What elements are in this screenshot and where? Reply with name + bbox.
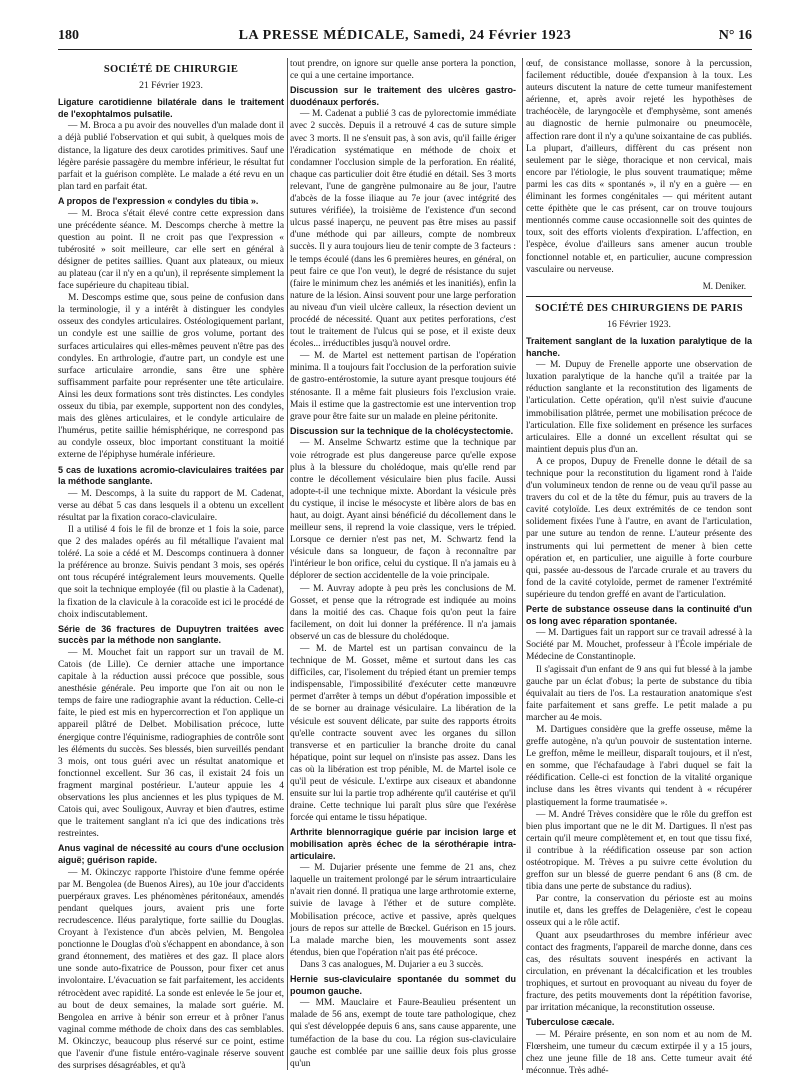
- article-body: — MM. Mauclaire et Faure-Beaulieu présentent un malade de 56 ans, exempt de toute tare pathologique, chez qui s'est développée depuis 6 ans, sans cause apparente, une tuméfaction de la base du cou. La région sus-claviculaire gauche est comblée par une saillie deux fois plus grosse qu'un: [290, 998, 516, 1069]
- article-body: — M. Okinczyc rapporte l'histoire d'une femme opérée par M. Bengolea (de Buenos Aires), au 10e jour d'accidents puerpéraux graves. Les phénomènes péritonéaux, amendés pendant quelques jours, avaient pris une forte recrudescence. Iléus paralytique, forte saillie du Douglas. Croyant à l'existence d'un abcès pelvien, M. Bengolea ponctionne le Douglas d'où s'échappent en abondance, à son grand étonnement, des matières et des gaz. Il place alors une sonde auto-fixatrice de Pousson, pour fixer cet anus involontaire. L'évacuation se fait parfaitement, les accidents rétrocèdent avec rapidité. La sonde est enlevée le 5e jour et, au bout de deux semaines, la malade sort guérie. M. Bengolea en arrive à bénir son erreur et à prôner l'anus vaginal comme méthode de choix dans des cas semblables. M. Okinczyc, beaucoup plus réservé sur ce point, estime que l'avenir d'une fistule entéro-vaginale réserve souvent des surprises désagréables, et qu'à: [58, 867, 284, 1072]
- section-title: SOCIÉTÉ DES CHIRURGIENS DE PARIS: [535, 302, 743, 314]
- article-body: — M. Dartigues fait un rapport sur ce travail adressé à la Société par M. Mouchet, professeur à l'École impériale de Médecine de Constantinople.: [526, 628, 752, 663]
- section-title: SOCIÉTÉ DE CHIRURGIE: [103, 64, 239, 75]
- article-paragraph: Il s'agissait d'un enfant de 9 ans qui fut blessé à la jambe gauche par un éclat d'obus; la perte de substance du tibia équivalait au tiers de l'os. La restauration anatomique s'est faite parfaitement et sans greffe. Le petit malade a pu marcher au 4e mois.: [526, 664, 752, 723]
- column-3: [526, 58, 752, 1077]
- article-paragraph: A ce propos, Dupuy de Frenelle donne le détail de sa technique pour la reconstitution du ligament rond à l'aide d'un volumineux tendon de renne ou de veau qu'il passe au travers du col et de la tête du fémur, puis au travers de la cavité cotyloïde. Les deux extrémités de ce tendon sont solidement fixées l'une à l'autre, en avant de l'articulation, par une suture au tendon de renne. L'auteur présente des instruments qui lui permettent de mener à bien cette opération et, en particulier, une aiguille à forte courbure qui, passée au-dessous de l'arcade crurale et au travers du fond de la cavité cotyloïde, permet de ramener l'extrémité supérieure du tendon greffé en avant de l'articulation.: [526, 456, 752, 600]
- article-paragraph: Par contre, la conservation du périoste est au moins inutile et, dans les greffes de Delagenière, c'est le copeau osseux qui a le rôle actif.: [526, 894, 752, 929]
- article-title: 5 cas de luxations acromio-claviculaires traitées par la méthode sanglante.: [58, 464, 284, 487]
- article-body: — M. Descomps, à la suite du rapport de M. Cadenat, verse au débat 5 cas dans lesquels il a obtenu un excellent résultat par la fixation coraco-claviculaire.: [58, 488, 284, 523]
- masthead: LA PRESSE MÉDICALE, Samedi, 24 Février 1923: [238, 28, 572, 43]
- page-number: 180: [58, 28, 79, 43]
- section-date: 21 Février 1923.: [139, 80, 203, 92]
- article-paragraph: M. Descomps estime que, sous peine de confusion dans la terminologie, il y a intérêt à distinguer les condyles osseux des condyles articulaires. Ostéologiquement parlant, un condyle est une saillie de gros volume, portant des surfaces articulaires qui elles-mêmes peuvent n'être pas des condyles. En arthrologie, d'autre part, un condyle est une surface articulaire arrondie, sans être une sphère suffisamment parfaite pour représenter une tête articulaire. Ainsi les deux formations sont très distinctes. Les condyles osseux du tibia, par exemple, supportent non des condyles, mais des glènes articulaires, et le condyle articulaire de l'humérus, petite saillie hémisphérique, ne correspond pas au condyle osseux, bloc important constituant la moitié externe de l'épiphyse humérale inférieure.: [58, 293, 284, 461]
- article-body: — M. Péraire présente, en son nom et au nom de M. Flœrsheim, une tumeur du cæcum extirpée il y a 15 jours, chez une jeune fille de 18 ans. Cette tumeur avait été méconnue. Très adhé-: [526, 1029, 752, 1077]
- article-paragraph: — M. Auvray adopte à peu près les conclusions de M. Gosset, et pense que la rétrograde est indiquée au moins dans la moitié des cas. Chaque fois qu'on peut la faire facilement, on doit lui donner la préférence. Il n'a jamais observé un cas de blessure du cholédoque.: [290, 583, 516, 642]
- article-title: Anus vaginal de nécessité au cours d'une occlusion aiguë; guérison rapide.: [58, 843, 284, 865]
- article-title: Discussion sur la technique de la cholécystectomie.: [290, 425, 514, 436]
- section-divider: [526, 296, 752, 297]
- continued-text: tout prendre, on ignore sur quelle anse portera la ponction, ce qui a une certaine importance.: [290, 59, 516, 82]
- author-signature: M. Deniker.: [702, 280, 746, 291]
- article-title: Discussion sur le traitement des ulcères gastro-duodénaux perforés.: [290, 85, 516, 107]
- article-body: — M. Dujarier présente une femme de 21 ans, chez laquelle un traitement prolongé par le sérum intraarticulaire n'avait rien donné. Il pratiqua une large arthrotomie externe, suivie de lavage à l'éther et de suture complète. Mobilisation précoce, active et passive, après quelques jours de repos sur attelle de Bœckel. Guérison en 15 jours. La malade marche bien, les mouvements sont assez étendus, bien que l'opération n'ait pas été précoce.: [290, 863, 516, 958]
- section-date: 16 Février 1923.: [607, 318, 671, 330]
- article-body: — M. Anselme Schwartz estime que la technique par voie rétrograde est plus dangereuse parce qu'elle expose plus à la blessure du cholédoque, mais qu'elle rend par contre le décollement vésiculaire bien plus facile. Aussi adopte-t-il une technique mixte. Abordant la vésicule près du cystique, il incise le mésocyste et libère alors de bas en haut, au doigt. Ayant ainsi bénéficié du décollement dans le meilleur sens, il reprend la voie classique, vers le trépied. Lorsque ce dernier n'est pas net, M. Schwartz fend la vésicule dans sa longueur, de façon à reconnaître par l'intérieur le bon orifice, celui du cystique. Il n'a jamais eu à déplorer de section accidentelle de la voie principale.: [290, 438, 516, 582]
- article-title: Hernie sus-claviculaire spontanée du sommet du poumon gauche.: [290, 974, 516, 996]
- article-body: — M. Mouchet fait un rapport sur un travail de M. Catois (de Lille). Ce dernier attache une importance capitale à la réduction aussi précoce que possible, sous anesthésie générale. Peu importe que l'on ait ou non le temps de faire une radiographie avant la réduction. Celle-ci faite, le pied est mis en hypercorrection et l'on applique un appareil plâtré de Delbet. Mobilisation précoce, lutte énergique contre l'équinisme, radiographies de contrôle sont les éléments du succès. Ses blessés, bien surveillés pendant 3 mois, ont tous guéri avec un résultat anatomique et fonctionnel excellent. Sur 36 cas, il existait 24 fois un fragment marginal postérieur. L'auteur appuie les 4 observations les plus anciennes et les plus typiques de M. Catois qui, avec Souligoux, Auvray et bien d'autres, estime que le traitement sanglant n'a ici que des indications très restreintes.: [58, 647, 284, 840]
- page-header: [58, 28, 752, 50]
- article-paragraph: Il a utilisé 4 fois le fil de bronze et 1 fois la soie, parce que 2 des malades opérés au fil métallique l'avaient mal toléré. La soie a cédé et M. Descomps continuera à donner la préférence au bronze. Suivis pendant 3 mois, ses opérés ont tous récupéré intégralement leurs mouvements. Quelle que soit la technique employée (fil ou plastie à la Cadenat), la fixation de la clavicule à la coracoïde est ici le procédé de choix indiscutablement.: [58, 524, 284, 620]
- article-title: Série de 36 fractures de Dupuytren traitées avec succès par la méthode non sanglante.: [58, 623, 284, 646]
- article-body: — M. Dupuy de Frenelle apporte une observation de luxation paralytique de la hanche qu'il a traitée par la réduction sanglante et la reconstitution des ligaments de l'articulation. Cette opération, qu'il n'est suivie d'aucune immobilisation plâtrée, permet une mobilisation précoce de l'articulation. Elle fixe solidement en présence les surfaces articulaires. Elle a donné un excellent résultat qui se maintient depuis plus d'un an.: [526, 360, 752, 455]
- article-title: Traitement sanglant de la luxation paralytique de la hanche.: [526, 335, 752, 358]
- article-title: Ligature carotidienne bilatérale dans le traitement de l'exophtalmos pulsatile.: [58, 97, 284, 119]
- issue-number: N° 16: [718, 28, 752, 43]
- article-title: Arthrite blennorragique guérie par incision large et mobilisation après échec de la sérothérapie intra-articulaire.: [290, 827, 516, 861]
- column-2: [290, 58, 516, 1070]
- article-paragraph: Dans 3 cas analogues, M. Dujarier a eu 3 succès.: [300, 959, 484, 970]
- article-paragraph: — M. de Martel est un partisan convaincu de la technique de M. Gosset, même et surtout dans les cas difficiles, car, l'isolement du trépied étant un premier temps indispensable, l'impossibilité d'exécuter cette manœuvre permet d'arrêter à temps un début d'opération impossible et de se borner au drainage vésiculaire. La libération de la vésicule est souvent délicate, par suite des rapports étroits qu'elle contracte souvent avec les organes du sillon transverse et en particulier la branche droite du canal hépatique, point sur lequel on n'insiste pas assez. Dans les cas où la libération est trop pénible, M. de Martel isole ce qu'il peut de vésicule. L'extirpe aux ciseaux et abandonne ensuite sur lui la partie trop adhérente qu'il cautérise et qu'il draine. Cette technique lui paraît plus sûre que l'exérèse forcée qui entame le tissu hépatique.: [290, 644, 516, 824]
- article-paragraph: — M. André Trèves considère que le rôle du greffon est bien plus important que ne le dit M. Dartigues. Il n'est pas certain qu'il meure complètement et, en tout que tissu fixé, il contribue à la réédification osseuse par son action ostéotropique. M. Trèves a pu suivre cette évolution du greffon sur un blessé de guerre pendant 6 ans (8 cm. de tibia dans une perte de substance du radius).: [526, 809, 752, 893]
- article-paragraph: — M. de Martel est nettement partisan de l'opération minima. Il a toujours fait l'occlusion de la perforation suivie de gastro-entérostomie, la suture ayant presque toujours été sténosante. Il a même fait plusieurs fois l'exclusion vraie. Mais il estime que la gastrectomie est une intervention trop grave pour être faite sur un malade en pleine péritonite.: [290, 351, 516, 422]
- article-body: — M. Cadenat a publié 3 cas de pylorectomie immédiate avec 2 succès. Depuis il a retrouvé 4 cas de suture simple avec 3 morts. Il ne s'ensuit pas, à son avis, qu'il faille ériger l'éradication systématique en méthode de choix et condamner l'occlusion simple de la perforation. En réalité, chaque cas particulier doit être étudié en détail. Ses 3 morts relevant, l'une de gangrène pulmonaire au 8e jour, l'autre d'abcès de la fosse iliaque au 7e jour (avec intégrité des sutures vérifiée), la troisième de l'existence d'un second ulcus passé inaperçu, ne peuvent pas être mises au passif d'une méthode qui par ailleurs, compte de nombreux succès. Il y aura toujours lieu de tenir compte de 3 facteurs : le temps écoulé (dans les 6 premières heures, en général, on peut faire ce que l'on veut), le degré de résistance du sujet (faire le minimum chez les anémiés et les inanitiés), enfin la nature de la lésion. Ainsi souvent pour une large perforation au niveau d'un vieil ulcère calleux, la résection devient un procédé de nécessité. Quant aux petites perforations, c'est tout le traitement de l'ulcus qui se pose, et il existe deux écoles... irréductibles jusqu'à nouvel ordre.: [290, 109, 516, 350]
- article-body: — M. Broca a pu avoir des nouvelles d'un malade dont il a déjà publié l'observation et qui subit, à quelques mois de distance, la ligature des deux carotides primitives. Sauf une légère parésie passagère du membre inférieur, le résultat fut parfait et la guérison complète. Le malade a été revu en un plan tard en parfait état.: [58, 121, 284, 192]
- column-rule: [287, 58, 288, 1070]
- article-title: A propos de l'expression « condyles du tibia ».: [58, 195, 259, 206]
- column-rule: [522, 58, 523, 1070]
- article-paragraph: M. Dartigues considère que la greffe osseuse, même la greffe autogène, n'a qu'un pouvoir de sustentation interne. Le greffon, même le meilleur, disparaît toujours, et il n'est, en somme, que l'échafaudage à l'abri duquel se fait la réédification. Celle-ci est fonction de la vitalité organique incluse dans les êtres vivants qui tendent à « récupérer plastiquement la forme traumatisée ».: [526, 724, 752, 808]
- column-1: [58, 58, 284, 1070]
- article-body: — M. Broca s'était élevé contre cette expression dans une précédente séance. M. Descomps cherche à mettre la question au point. Il ne croit pas que l'expression « tubérosité » soit meilleure, car elle sert en général à désigner de petites saillies. Quant aux plateaux, ou mieux au plateau (car il n'y en a qu'un), il représente simplement la face supérieure du chapiteau tibial.: [58, 208, 284, 292]
- article-title: Perte de substance osseuse dans la continuité d'un os long avec réparation spontanée.: [526, 604, 752, 626]
- continued-text: œuf, de consistance mollasse, sonore à la percussion, facilement réductible, douée d'expansion à la toux. Les auteurs discutent la nature de cette tumeur manifestement aérienne, et, après avoir rejeté les hypothèses de trachéocèle, de laryngocèle et d'emphysème, sont amenés au diagnostic de hernie pulmonaire ou pneumocèle, affection rare dont il n'y a qu'une soixantaine de cas publiés. La plupart, d'ailleurs, diffèrent du cas présent non seulement par le siège, thoracique et non cervical, mais encore par l'étiologie, le plus souvent traumatique; même parmi les cas dits « spontanés », il n'y en a guère — en éliminant les formes congénitales — qui méritent autant cette épithète que le cas présent, car on trouve toujours mentionnés comme cause occasionnelle soit des quintes de toux, soit des efforts violents d'expiration. L'affection, en l'espèce, évolue d'ailleurs sans amener aucun trouble fonctionnel notable et, en particulier, aucune compression vasculaire ou nerveuse.: [526, 59, 752, 275]
- article-title: Tuberculose cæcale.: [526, 1017, 615, 1028]
- article-paragraph: Quant aux pseudarthroses du membre inférieur avec contact des fragments, l'appareil de marche donne, dans ces cas, des résultats souvent inespérés en activant la circulation, en prévenant la décalcification et les troubles trophiques, et surtout en provoquant au niveau du foyer de fracture, des petits mouvements dont la répétition favorise, par irritation mécanique, la reconstitution osseuse.: [526, 930, 752, 1014]
